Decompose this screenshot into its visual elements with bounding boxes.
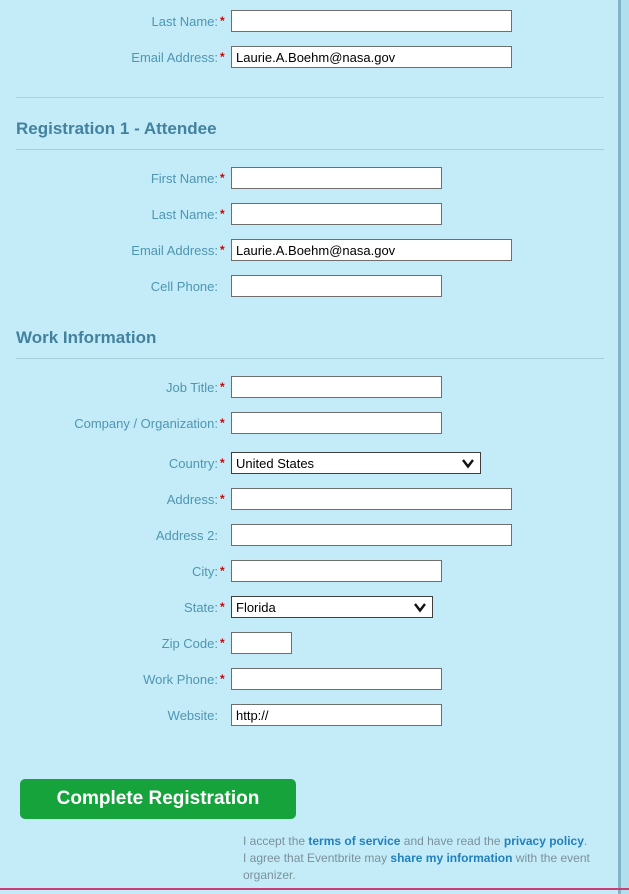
job-title-input[interactable] (231, 376, 442, 398)
terms-text: I accept the terms of service and have read the privacy policy. I agree that Eventbrite may share my information with the event organizer. (243, 834, 590, 882)
required-asterisk: * (220, 636, 225, 650)
share-my-information-link[interactable]: share my information (390, 851, 513, 865)
form-row (0, 596, 618, 618)
cell-phone-input[interactable] (231, 275, 442, 297)
form-row (0, 704, 618, 726)
country-label: Country: (168, 456, 218, 471)
chevron-down-icon (461, 457, 475, 469)
required-asterisk: * (220, 243, 225, 257)
form-row (0, 275, 618, 297)
form-row (0, 10, 618, 32)
required-asterisk: * (220, 380, 225, 394)
website-label: Website: (167, 708, 218, 723)
page-bottom-divider (0, 888, 629, 890)
required-asterisk: * (220, 416, 225, 430)
required-asterisk: * (220, 456, 225, 470)
form-row (0, 632, 618, 654)
form-row (0, 668, 618, 690)
first-name-label: First Name: (150, 171, 218, 186)
country-select[interactable] (231, 452, 481, 474)
privacy-policy-link[interactable]: privacy policy (503, 834, 584, 848)
required-asterisk: * (220, 207, 225, 221)
required-asterisk: * (220, 672, 225, 686)
form-row (0, 376, 618, 398)
city-input[interactable] (231, 560, 442, 582)
address-label: Address: (166, 492, 218, 507)
state-select-value: Florida (236, 599, 276, 615)
form-row (0, 488, 618, 510)
cell-phone-label: Cell Phone: (150, 279, 218, 294)
form-row (0, 203, 618, 225)
chevron-down-icon (413, 601, 427, 613)
address2-input[interactable] (231, 524, 512, 546)
heading-divider (16, 358, 604, 359)
required-asterisk: * (220, 564, 225, 578)
email-address-label: Email Address: (131, 243, 218, 258)
city-label: City: (192, 564, 218, 579)
form-row (0, 452, 618, 474)
work-section-heading: Work Information (16, 328, 157, 347)
form-row (0, 412, 618, 434)
email-address-input[interactable] (231, 239, 512, 261)
work-phone-input[interactable] (231, 668, 442, 690)
attendee-section-heading: Registration 1 - Attendee (16, 119, 217, 138)
state-label: State: (184, 600, 218, 615)
website-input[interactable] (231, 704, 442, 726)
first-name-input[interactable] (231, 167, 442, 189)
zip-code-label: Zip Code: (161, 636, 218, 651)
state-select[interactable] (231, 596, 433, 618)
required-asterisk: * (220, 600, 225, 614)
company-label: Company / Organization: (74, 416, 218, 431)
zip-code-input[interactable] (231, 632, 292, 654)
buyer-last-name-input[interactable] (231, 10, 512, 32)
address-input[interactable] (231, 488, 512, 510)
address2-label: Address 2: (155, 528, 218, 543)
work-phone-label: Work Phone: (143, 672, 218, 687)
complete-registration-button[interactable]: Complete Registration (20, 779, 296, 819)
form-row (0, 167, 618, 189)
form-row (0, 560, 618, 582)
country-select-value: United States (236, 455, 315, 471)
buyer-email-label: Email Address: (131, 50, 218, 65)
buyer-last-name-label: Last Name: (151, 14, 218, 29)
required-asterisk: * (220, 14, 225, 28)
form-row (0, 46, 618, 68)
job-title-label: Job Title: (165, 380, 218, 395)
terms-of-service-link[interactable]: terms of service (308, 834, 401, 848)
last-name-label: Last Name: (151, 207, 218, 222)
heading-divider (16, 149, 604, 150)
form-row (0, 524, 618, 546)
required-asterisk: * (220, 50, 225, 64)
company-input[interactable] (231, 412, 442, 434)
section-divider (16, 97, 604, 98)
buyer-email-input[interactable] (231, 46, 512, 68)
required-asterisk: * (220, 171, 225, 185)
form-row (0, 239, 618, 261)
required-asterisk: * (220, 492, 225, 506)
last-name-input[interactable] (231, 203, 442, 225)
